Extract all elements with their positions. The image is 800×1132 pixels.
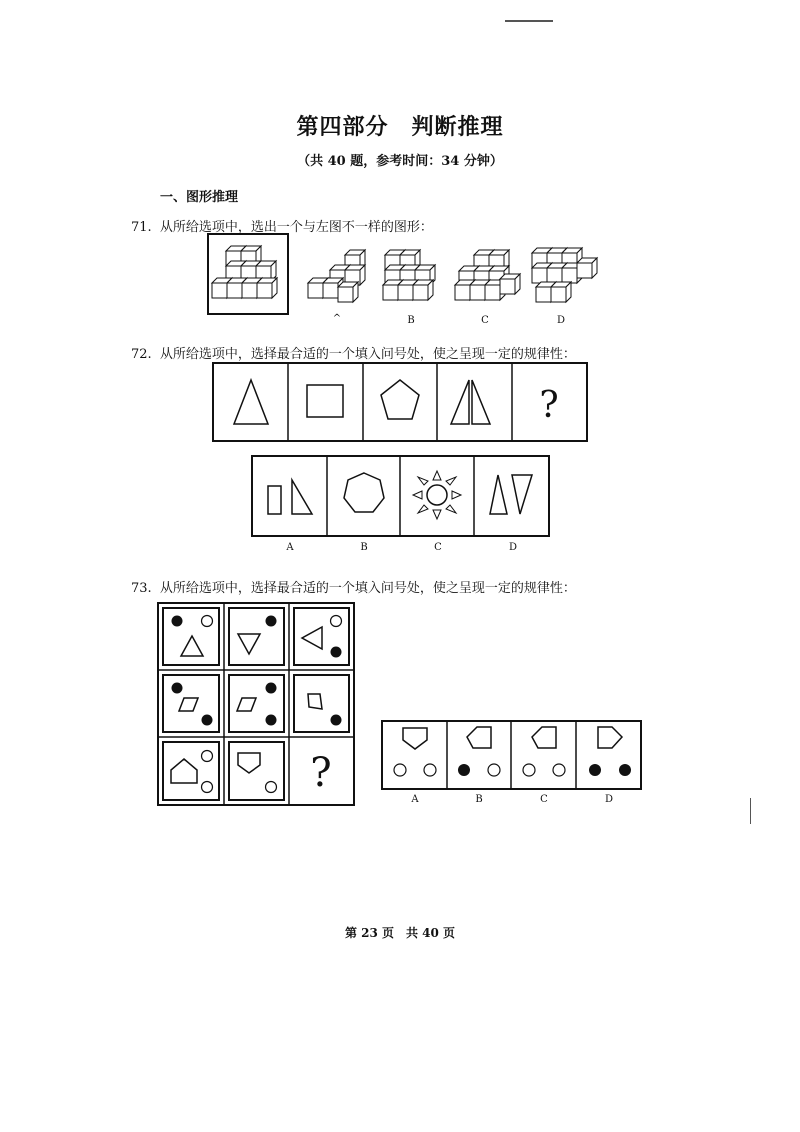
section-heading: 一、图形推理 — [160, 190, 239, 205]
q72-label-a: A — [286, 542, 294, 553]
q71-label-d: D — [556, 315, 566, 326]
q73-option-a[interactable] — [394, 728, 436, 776]
q73-option-b[interactable] — [458, 727, 500, 776]
page-subtitle: （共 40 题，参考时间：34 分钟） — [297, 154, 503, 169]
question-number: 71. — [131, 220, 152, 235]
q71-figure — [0, 230, 800, 350]
q72-option-b-heptagon[interactable] — [344, 473, 384, 512]
question-text: 从所给选项中，选出一个与左图不一样的图形： — [159, 220, 433, 235]
q73-label-d: D — [604, 794, 614, 805]
scan-mark-top — [505, 20, 553, 22]
q71-option-b-cubes[interactable] — [383, 250, 435, 300]
q72-label-b: B — [360, 542, 368, 553]
question-text: 从所给选项中，选择最合适的一个填入问号处，使之呈现一定的规律性： — [159, 347, 576, 362]
q71-reference-cubes — [212, 246, 277, 298]
page-title: 第四部分 判断推理 — [296, 114, 504, 140]
square-icon — [307, 385, 343, 417]
q72-label-d: D — [508, 542, 518, 553]
question-number: 72. — [131, 347, 152, 362]
q73-option-c[interactable] — [523, 727, 565, 776]
q72-option-a[interactable] — [268, 480, 312, 514]
question-mark: ? — [310, 750, 332, 796]
q73-options — [0, 718, 800, 798]
q71-label-a: ^ — [332, 313, 342, 324]
q72-option-d[interactable] — [490, 475, 532, 514]
q73-label-a: A — [411, 794, 419, 805]
q73-option-d[interactable] — [589, 727, 631, 776]
q71-label-b: B — [407, 315, 415, 326]
q71-option-d-cubes[interactable] — [532, 248, 597, 302]
q72-options — [0, 453, 800, 543]
two-triangles-icon — [451, 380, 490, 424]
q71-option-c-cubes[interactable] — [455, 250, 520, 300]
q73-label-b: B — [475, 794, 483, 805]
page-footer: 第 23 页 共 40 页 — [344, 926, 456, 940]
question-text: 从所给选项中，选择最合适的一个填入问号处，使之呈现一定的规律性： — [159, 581, 576, 596]
question-mark: ? — [539, 385, 559, 426]
question-73-prompt — [131, 577, 576, 596]
triangle-icon — [234, 380, 268, 424]
q71-label-c: C — [481, 315, 489, 326]
question-number: 73. — [131, 581, 152, 596]
q71-option-a-cubes[interactable] — [308, 250, 365, 302]
q72-sequence — [0, 360, 800, 450]
pentagon-icon — [381, 380, 419, 419]
q72-label-c: C — [434, 542, 442, 553]
q72-option-c-sun[interactable] — [413, 471, 461, 519]
q73-label-c: C — [540, 794, 548, 805]
